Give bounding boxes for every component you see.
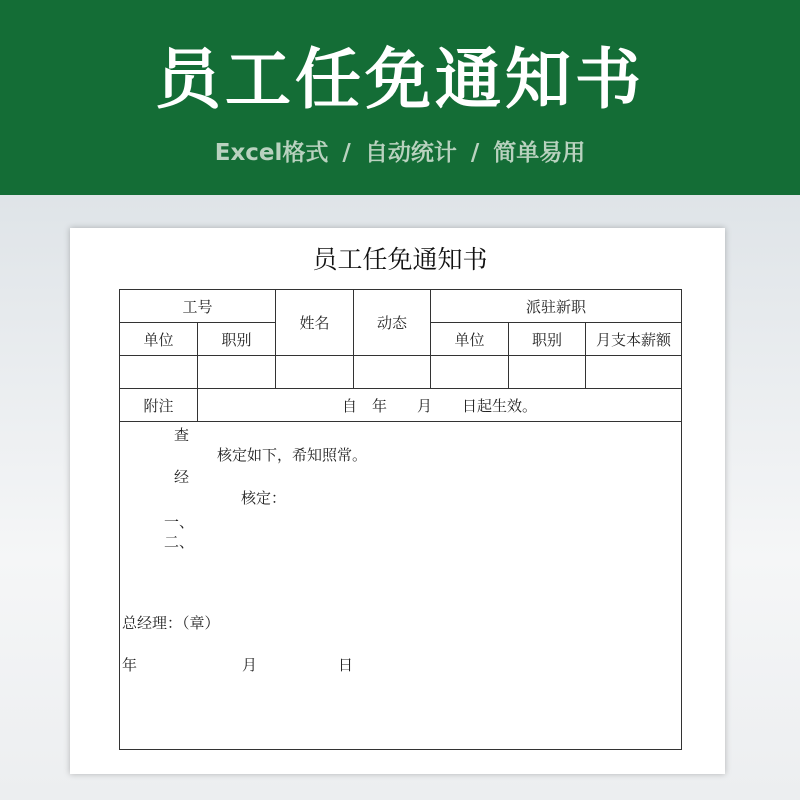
header-position: 职别 [198, 323, 276, 356]
cell-unit[interactable] [120, 356, 198, 389]
header-monthly-salary: 月支本薪额 [586, 323, 682, 356]
document-title: 员工任免通知书 [312, 245, 488, 274]
body-item-2: 二、 [164, 533, 195, 551]
cell-monthly-salary[interactable] [586, 356, 682, 389]
tag-auto-stats: 自动统计 [364, 140, 457, 166]
body-jing: 经 [174, 468, 190, 486]
appointment-form-table [119, 289, 682, 750]
effective-date-text[interactable]: 自 年 月 日起生效。 [198, 389, 682, 422]
cell-status[interactable] [354, 356, 431, 389]
cell-name[interactable] [276, 356, 354, 389]
banner-title: 员工任免通知书 [155, 41, 645, 118]
body-line-approved: 核定如下，希知照常。 [217, 446, 368, 464]
cell-position[interactable] [198, 356, 276, 389]
banner-subtitle [0, 136, 800, 170]
header-new-post: 派驻新职 [431, 290, 682, 323]
header-banner [0, 0, 800, 195]
header-new-position: 职别 [509, 323, 586, 356]
notice-body[interactable] [120, 422, 682, 750]
cell-new-unit[interactable] [431, 356, 509, 389]
note-label: 附注 [120, 389, 198, 422]
date-month: 月 [242, 656, 258, 674]
tag-easy-use: 简单易用 [493, 140, 586, 166]
date-year: 年 [122, 656, 138, 674]
body-item-1: 一、 [164, 513, 195, 531]
body-cha: 查 [174, 426, 190, 444]
header-unit: 单位 [120, 323, 198, 356]
tag-excel-format: Excel格式 [214, 140, 329, 166]
header-new-unit: 单位 [431, 323, 509, 356]
header-status: 动态 [354, 290, 431, 356]
header-employee-id: 工号 [120, 290, 276, 323]
tag-separator: / [470, 140, 480, 166]
body-line-verified: 核定： [241, 489, 287, 507]
tag-separator: / [342, 140, 351, 166]
header-name: 姓名 [276, 290, 354, 356]
general-manager-seal: 总经理：（章） [122, 614, 220, 632]
date-day: 日 [338, 656, 354, 674]
cell-new-position[interactable] [509, 356, 586, 389]
